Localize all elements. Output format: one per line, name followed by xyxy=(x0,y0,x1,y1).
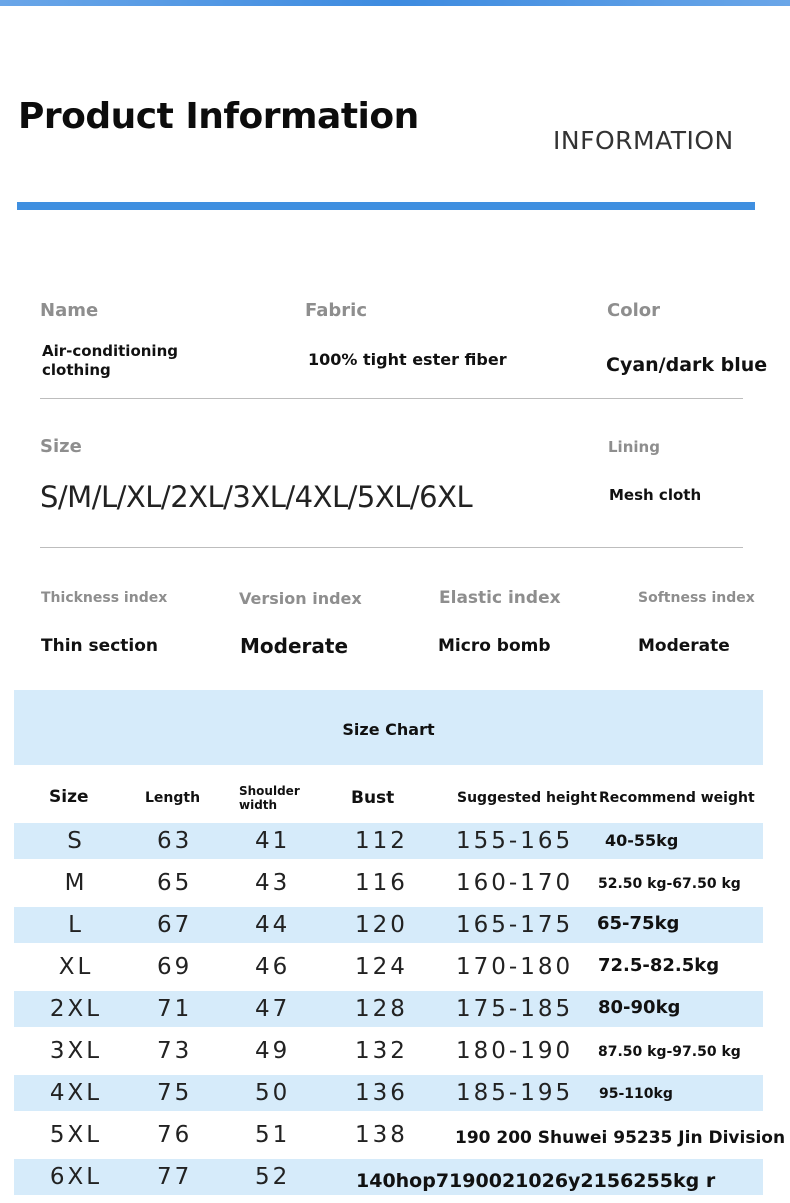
cell-shoulder: 49 xyxy=(255,1038,291,1064)
cell-size: 4XL xyxy=(49,1080,103,1106)
cell-length: 65 xyxy=(157,870,193,896)
cell-bust: 128 xyxy=(355,996,408,1022)
cell-length: 71 xyxy=(157,996,193,1022)
cell-bust: 138 xyxy=(355,1122,408,1148)
color-label: Color xyxy=(607,300,660,321)
cell-bust: 132 xyxy=(355,1038,408,1064)
cell-bust: 112 xyxy=(355,828,408,854)
cell-height: 175-185 xyxy=(456,996,574,1022)
header-divider xyxy=(17,202,755,210)
cell-length: 76 xyxy=(157,1122,193,1148)
softness-index-label: Softness index xyxy=(638,590,755,606)
col-header-weight: Recommend weight xyxy=(599,790,755,806)
fabric-value: 100% tight ester fiber xyxy=(308,350,507,369)
cell-shoulder: 52 xyxy=(255,1164,291,1190)
version-index-value: Moderate xyxy=(240,634,349,658)
cell-length: 69 xyxy=(157,954,193,980)
elastic-index-label: Elastic index xyxy=(439,588,561,608)
thickness-index-value: Thin section xyxy=(41,636,159,656)
cell-bust: 116 xyxy=(355,870,408,896)
cell-weight: 65-75kg xyxy=(597,913,680,934)
color-value: Cyan/dark blue xyxy=(606,354,768,376)
cell-bust: 124 xyxy=(355,954,408,980)
info-divider-2 xyxy=(40,547,743,548)
cell-weight: 40-55kg xyxy=(605,831,679,850)
cell-shoulder: 51 xyxy=(255,1122,291,1148)
cell-height: 160-170 xyxy=(456,870,574,896)
cell-bust: 136 xyxy=(355,1080,408,1106)
table-row-l xyxy=(14,907,763,943)
cell-size: S xyxy=(67,828,85,854)
size-value: S/M/L/XL/2XL/3XL/4XL/5XL/6XL xyxy=(40,480,473,514)
cell-shoulder: 43 xyxy=(255,870,291,896)
cell-size: 2XL xyxy=(49,996,103,1022)
cell-length: 75 xyxy=(157,1080,193,1106)
cell-shoulder: 50 xyxy=(255,1080,291,1106)
col-header-shoulder-line-1: Shoulder xyxy=(239,784,300,798)
page-subtitle: INFORMATION xyxy=(553,126,734,155)
col-header-height: Suggested height xyxy=(457,790,597,806)
info-divider-1 xyxy=(40,398,743,399)
top-accent-strip xyxy=(0,0,790,6)
page-title: Product Information xyxy=(18,96,419,137)
table-row-xl xyxy=(14,949,763,985)
cell-length: 63 xyxy=(157,828,193,854)
cell-size: 3XL xyxy=(49,1038,103,1064)
cell-height: 180-190 xyxy=(456,1038,574,1064)
cell-weight: 52.50 kg-67.50 kg xyxy=(598,876,741,892)
table-row-m xyxy=(14,865,763,901)
size-label: Size xyxy=(40,436,82,457)
table-row-5xl xyxy=(14,1117,786,1153)
table-row-3xl xyxy=(14,1033,763,1069)
softness-index-value: Moderate xyxy=(638,636,730,656)
cell-shoulder: 44 xyxy=(255,912,291,938)
cell-size: 6XL xyxy=(49,1164,103,1190)
cell-shoulder: 47 xyxy=(255,996,291,1022)
name-value-line-1: Air-conditioning xyxy=(42,342,178,360)
cell-weight: 80-90kg xyxy=(598,997,681,1018)
cell-height: 155-165 xyxy=(456,828,574,854)
version-index-label: Version index xyxy=(239,589,362,608)
col-header-size: Size xyxy=(49,787,89,807)
name-label: Name xyxy=(40,300,99,321)
thickness-index-label: Thickness index xyxy=(41,590,168,606)
col-header-bust: Bust xyxy=(351,788,395,808)
cell-weight: 140hop7190021026y2156255kg r xyxy=(356,1170,716,1192)
cell-shoulder: 46 xyxy=(255,954,291,980)
cell-weight: 87.50 kg-97.50 kg xyxy=(598,1044,741,1060)
fabric-label: Fabric xyxy=(305,300,367,321)
cell-shoulder: 41 xyxy=(255,828,291,854)
cell-size: XL xyxy=(58,954,94,980)
size-chart-header xyxy=(14,690,763,765)
table-row-4xl xyxy=(14,1075,763,1111)
size-chart-title: Size Chart xyxy=(342,720,435,739)
lining-value: Mesh cloth xyxy=(609,486,702,504)
name-value xyxy=(42,342,178,380)
cell-height: 170-180 xyxy=(456,954,574,980)
cell-weight: 72.5-82.5kg xyxy=(598,955,720,976)
cell-size: 5XL xyxy=(49,1122,103,1148)
cell-weight: 95-110kg xyxy=(599,1086,673,1102)
lining-label: Lining xyxy=(608,438,660,456)
table-row-s xyxy=(14,823,763,859)
table-row-6xl xyxy=(14,1159,763,1195)
cell-length: 67 xyxy=(157,912,193,938)
cell-size: M xyxy=(64,870,88,896)
table-row-2xl xyxy=(14,991,763,1027)
elastic-index-value: Micro bomb xyxy=(438,636,551,656)
col-header-shoulder-line-2: width xyxy=(239,798,278,812)
col-header-shoulder xyxy=(239,784,300,812)
cell-bust: 120 xyxy=(355,912,408,938)
cell-size: L xyxy=(68,912,84,938)
name-value-line-2: clothing xyxy=(42,361,111,379)
col-header-length: Length xyxy=(145,790,201,806)
cell-height: 185-195 xyxy=(456,1080,574,1106)
cell-length: 77 xyxy=(157,1164,193,1190)
cell-height: 165-175 xyxy=(456,912,574,938)
cell-length: 73 xyxy=(157,1038,193,1064)
cell-weight: 190 200 Shuwei 95235 Jin Division xyxy=(455,1128,786,1148)
